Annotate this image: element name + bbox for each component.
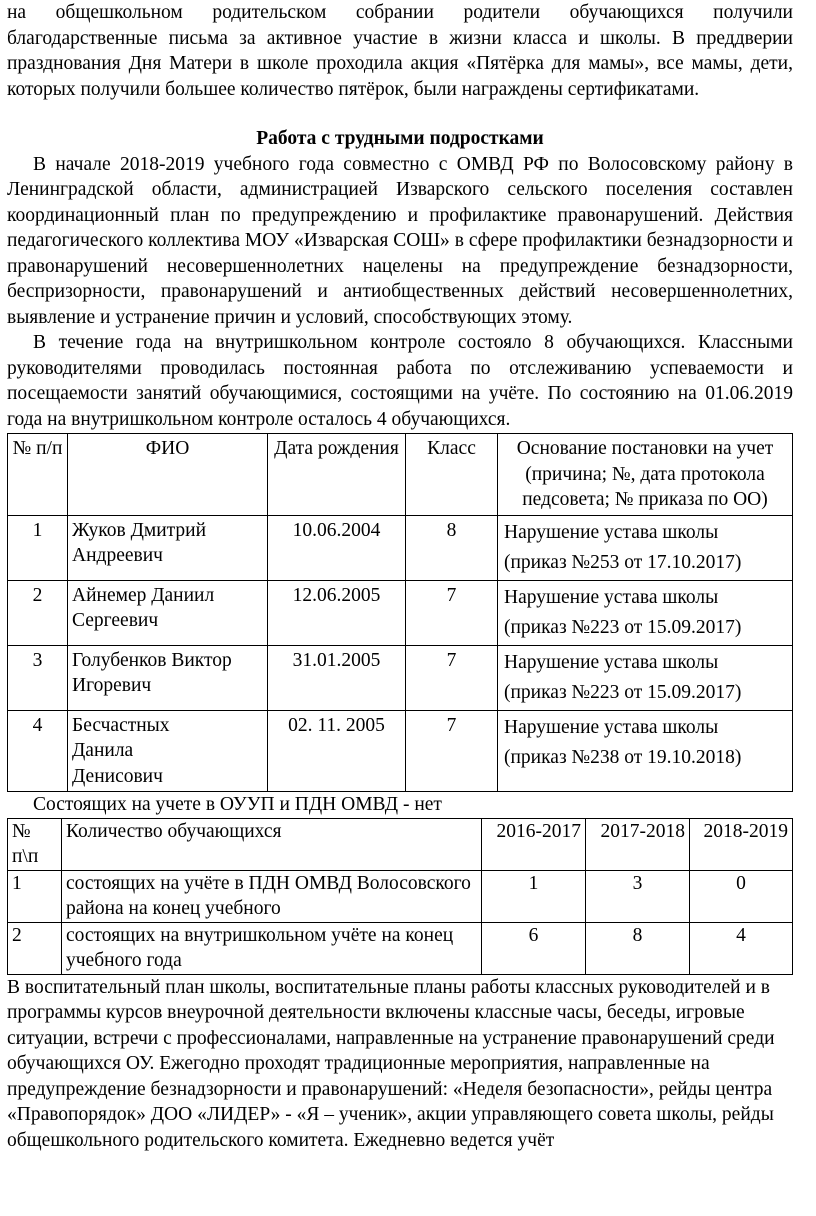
header-num: № п\п (8, 818, 62, 870)
cell-birth: 02. 11. 2005 (268, 710, 406, 792)
header-birth: Дата рождения (268, 434, 406, 516)
header-label: Количество обучающихся (62, 818, 482, 870)
table-row (8, 515, 793, 580)
header-year-2016: 2016-2017 (482, 818, 586, 870)
header-grade: Класс (406, 434, 498, 516)
cell-basis (498, 515, 793, 580)
header-year-2017: 2017-2018 (586, 818, 690, 870)
table-row (8, 922, 793, 974)
basis-reason: Нарушение устава школы (504, 586, 719, 608)
cell-num: 4 (8, 710, 68, 792)
cell-grade: 8 (406, 515, 498, 580)
table-row (8, 870, 793, 922)
cell-grade: 7 (406, 645, 498, 710)
cell-num: 2 (8, 922, 62, 974)
cell-num: 1 (8, 515, 68, 580)
header-num: № п/п (8, 434, 68, 516)
cell-name: Айнемер Даниил Сергеевич (68, 580, 268, 645)
cell-label: состоящих на учёте в ПДН ОМВД Волосовского района на конец учебного (62, 870, 482, 922)
basis-order: (приказ №223 от 15.09.2017) (504, 681, 742, 703)
closing-paragraph: В воспитательный план школы, воспитательные планы работы классных руководителей и в программы курсов внеурочной деятельности включены классные часы, беседы, игровые ситуации, встречи с профессионалами, направленные на устранение правонарушений среди обучающихся ОУ. Ежегодно проходят традиционные мероприятия, направленные на предупреждение безнадзорности и правонарушений: «Неделя безопасности», рейды центра «Правопорядок» ДОО «ЛИДЕР» - «Я – ученик», акции управляющего совета школы, рейды общешкольного родительского комитета. Ежедневно ведется учёт (7, 976, 775, 1151)
cell-basis (498, 645, 793, 710)
cell-value: 0 (690, 870, 793, 922)
basis-reason: Нарушение устава школы (504, 521, 719, 543)
basis-order: (приказ №238 от 19.10.2018) (504, 746, 742, 768)
cell-num: 3 (8, 645, 68, 710)
counts-table (7, 818, 793, 975)
cell-grade: 7 (406, 580, 498, 645)
header-name: ФИО (68, 434, 268, 516)
cell-name: Бесчастных Данила Денисович (68, 710, 268, 792)
cell-name: Голубенков Виктор Игоревич (68, 645, 268, 710)
document-page (7, 0, 793, 1153)
plan-paragraph: В начале 2018-2019 учебного года совместно с ОМВД РФ по Волосовскому району в Ленинградской области, администрацией Изварского сельского поселения составлен координационный план по предупреждению и профилактике правонарушений. Действия педагогического коллектива МОУ «Изварская СОШ» в сфере профилактики безнадзорности и правонарушений несовершеннолетних нацелены на предупреждение безнадзорности, беспризорности, правонарушений и антиобщественных действий несовершеннолетних, выявление и устранение причин и условий, способствующих этому. (7, 153, 793, 328)
students-table-header (8, 434, 793, 516)
cell-value: 1 (482, 870, 586, 922)
basis-reason: Нарушение устава школы (504, 716, 719, 738)
table-row (8, 645, 793, 710)
cell-birth: 10.06.2004 (268, 515, 406, 580)
cell-birth: 12.06.2005 (268, 580, 406, 645)
cell-num: 1 (8, 870, 62, 922)
cell-name: Жуков Дмитрий Андреевич (68, 515, 268, 580)
students-table (7, 433, 793, 792)
cell-grade: 7 (406, 710, 498, 792)
cell-value: 3 (586, 870, 690, 922)
counts-table-header (8, 818, 793, 870)
ouup-note: Состоящих на учете в ОУУП и ПДН ОМВД - нет (33, 794, 442, 815)
cell-birth: 31.01.2005 (268, 645, 406, 710)
spacer (7, 102, 793, 126)
cell-num: 2 (8, 580, 68, 645)
basis-order: (приказ №253 от 17.10.2017) (504, 551, 742, 573)
section-title: Работа с трудными подростками (256, 128, 544, 149)
cell-basis (498, 710, 793, 792)
header-basis: Основание постановки на учет (причина; №, дата протокола педсовета; № приказа по ОО) (498, 434, 793, 516)
cell-value: 6 (482, 922, 586, 974)
cell-label: состоящих на внутришкольном учёте на конец учебного года (62, 922, 482, 974)
control-paragraph: В течение года на внутришкольном контроле состояло 8 обучающихся. Классными руководителями проводилась постоянная работа по отслеживанию успеваемости и посещаемости занятий обучающимися, состоящими на учёте. По состоянию на 01.06.2019 года на внутришкольном контроле осталось 4 обучающихся. (7, 332, 793, 430)
table-row (8, 710, 793, 792)
table-row (8, 580, 793, 645)
intro-paragraph: на общешкольном родительском собрании родители обучающихся получили благодарственные письма за активное участие в жизни класса и школы. В преддверии празднования Дня Матери в школе проходила акция «Пятёрка для мамы», все мамы, дети, которых получили большее количество пятёрок, были награждены сертификатами. (7, 2, 793, 100)
basis-reason: Нарушение устава школы (504, 651, 719, 673)
cell-basis (498, 580, 793, 645)
header-year-2018: 2018-2019 (690, 818, 793, 870)
basis-order: (приказ №223 от 15.09.2017) (504, 616, 742, 638)
cell-value: 8 (586, 922, 690, 974)
cell-value: 4 (690, 922, 793, 974)
